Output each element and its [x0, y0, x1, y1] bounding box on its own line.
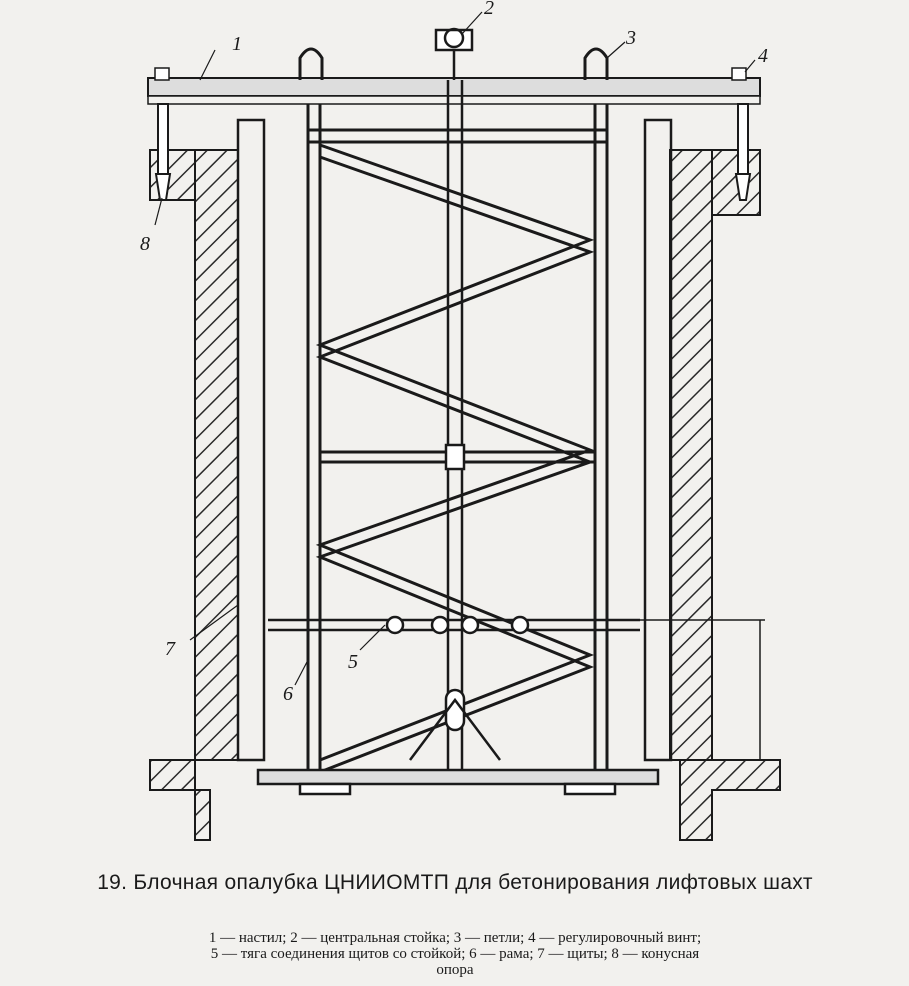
leader-lines [155, 12, 755, 685]
central-post-head [436, 29, 472, 80]
left-wall [150, 150, 238, 840]
figure-caption-legend [40, 930, 870, 978]
cone-supports [156, 104, 750, 200]
figure-caption-title: 19. Блочная опалубка ЦНИИОМТП для бетонирования лифтовых шахт [97, 871, 813, 894]
tie-rods [268, 617, 640, 633]
callout-4: 4 [758, 45, 768, 67]
callout-7: 7 [165, 638, 175, 660]
bottom-beam [258, 770, 658, 794]
callout-3: 3 [626, 27, 636, 49]
callout-5: 5 [348, 651, 358, 673]
callout-8: 8 [140, 233, 150, 255]
legend-line-2: 5 — тяга соединения щитов со стойкой; 6 — рама; 7 — щиты; 8 — конусная [210, 946, 700, 962]
callout-1: 1 [232, 33, 242, 55]
callout-2: 2 [484, 0, 494, 19]
central-post [410, 80, 500, 770]
right-wall [670, 150, 780, 840]
legend-line-1: 1 — настил; 2 — центральная стойка; 3 — петли; 4 — регулировочный винт; [208, 930, 702, 946]
legend-line-3: опора [436, 962, 474, 978]
callout-6: 6 [283, 683, 293, 705]
